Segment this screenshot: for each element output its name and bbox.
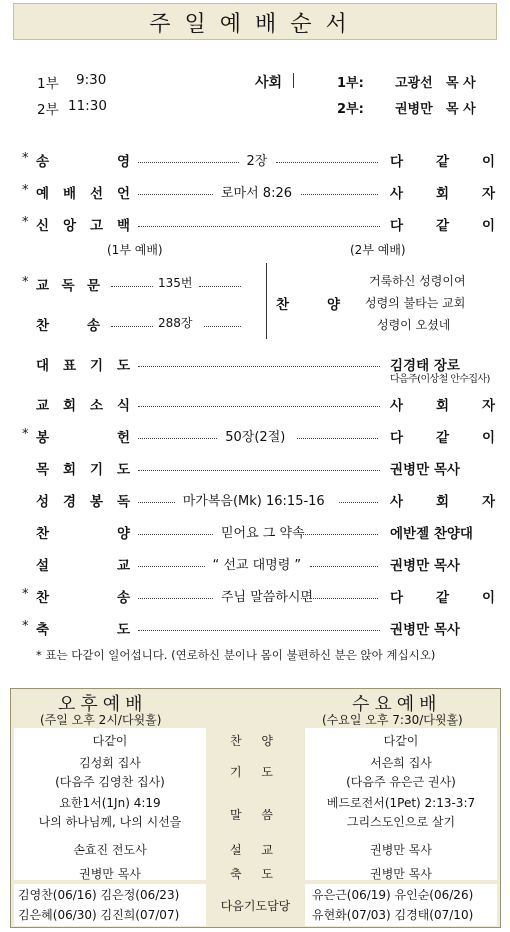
- split-row-1-mark: *: [22, 275, 29, 290]
- order-label: [36, 554, 130, 574]
- leader-char: 이: [481, 154, 495, 170]
- dot-leader: [138, 534, 213, 535]
- afternoon-title: 오후예배: [58, 694, 148, 715]
- order-label: [36, 394, 130, 414]
- order-mark: *: [22, 619, 29, 634]
- order-leader: [390, 214, 495, 234]
- presider-part-2: 2부:: [337, 102, 364, 117]
- service-1-time: 9:30: [76, 72, 107, 88]
- leader-char: 자: [481, 494, 495, 510]
- leader-char: 사: [390, 186, 404, 202]
- prayer-right-line-1: 유은근(06/19) 유인순(06/26): [312, 888, 474, 902]
- label-char: 회: [62, 398, 77, 414]
- order-value: 주님 말씀하시면: [221, 590, 314, 605]
- split-header-second: (2부 예배): [350, 243, 406, 257]
- label-char: 찬: [36, 590, 50, 606]
- presider-part-1: 1부:: [337, 76, 364, 91]
- afternoon-row-line: 다같이: [92, 734, 128, 748]
- wednesday-row-line: (다음주 유은근 권사): [346, 775, 456, 789]
- bottom-row-label: 설 교: [230, 843, 281, 857]
- leader-char: 회: [435, 494, 450, 510]
- leader-text: 김경태 장로: [390, 358, 460, 374]
- order-leader: [390, 150, 495, 170]
- service-2-time: 11:30: [68, 98, 107, 114]
- wednesday-row-line: 다같이: [383, 734, 419, 748]
- label-char: 경: [62, 494, 77, 510]
- afternoon-subtitle: (주일 오후 2시/다윗홀): [40, 713, 162, 727]
- label-char: 대: [36, 358, 50, 374]
- leader-text: 권병만 목사: [390, 462, 460, 478]
- label-char: 소: [89, 398, 104, 414]
- order-mark: *: [22, 151, 29, 166]
- presider-label: 사회: [255, 75, 283, 91]
- dot-leader: [138, 470, 380, 471]
- label-char: 도: [116, 358, 130, 374]
- split-header-first: (1부 예배): [107, 243, 163, 257]
- leader-char: 다: [390, 590, 404, 606]
- afternoon-row-line: 권병만 목사: [79, 867, 141, 881]
- dot-leader: [138, 630, 380, 631]
- order-label: [36, 426, 130, 446]
- dot-leader: [138, 406, 380, 407]
- order-mark: *: [22, 587, 29, 602]
- dot-leader: [204, 326, 241, 327]
- leader-char: 다: [390, 154, 404, 170]
- service-1-label: 1부: [37, 76, 59, 92]
- label-char: 배: [62, 186, 77, 202]
- leader-char: 회: [435, 186, 450, 202]
- label-char: 식: [116, 398, 130, 414]
- label-char: 언: [116, 186, 130, 202]
- label-char: 표: [62, 358, 77, 374]
- label-char: 고: [89, 218, 104, 234]
- leader-char: 사: [390, 398, 404, 414]
- dot-leader: [138, 598, 213, 599]
- leader-char: 다: [390, 218, 404, 234]
- dot-leader: [138, 226, 380, 227]
- order-mark: *: [22, 215, 29, 230]
- order-leader: [390, 586, 495, 606]
- order-leader: [390, 522, 495, 542]
- prayer-label: 다음기도담당: [220, 899, 291, 913]
- label-char: 기: [89, 358, 104, 374]
- page-title: 주일예배순서: [149, 12, 361, 37]
- order-value: 50장(2절): [225, 430, 286, 445]
- order-value: 2장: [246, 154, 268, 169]
- afternoon-row-line: (다음주 김영찬 집사): [55, 775, 165, 789]
- bottom-row-label: 말 씀: [230, 808, 281, 822]
- dot-leader: [138, 162, 239, 163]
- dot-leader: [111, 286, 153, 287]
- dot-leader: [138, 438, 217, 439]
- dot-leader: [138, 502, 175, 503]
- order-label: [36, 490, 130, 510]
- order-label: [36, 458, 130, 478]
- footnote: * 표는 다같이 일어섭니다. (연로하신 분이나 몸이 불편하신 분은 앉아 계십시오): [36, 648, 436, 662]
- wednesday-subtitle: (수요일 오후 7:30/다윗홀): [322, 713, 463, 727]
- leader-char: 다: [390, 430, 404, 446]
- leader-char: 사: [390, 494, 404, 510]
- afternoon-row-line: 손효진 전도사: [73, 843, 147, 857]
- order-label: [36, 618, 130, 638]
- order-label: [36, 214, 130, 234]
- order-value: 마가복음(Mk) 16:15-16: [182, 494, 325, 509]
- choir-song-1: 거룩하신 성령이여: [369, 274, 466, 288]
- dot-leader: [138, 194, 213, 195]
- dot-leader: [310, 566, 379, 567]
- dot-leader: [301, 598, 378, 599]
- order-leader-sub: 다음주(이상철 안수집사): [390, 374, 490, 385]
- order-leader: [390, 394, 495, 414]
- service-2-label: 2부: [37, 102, 59, 118]
- leader-text: 에반젤 찬양대: [390, 526, 473, 542]
- label-char: 도: [116, 462, 130, 478]
- order-value: “ 선교 대명령 ”: [212, 558, 302, 573]
- split-divider: [266, 263, 267, 339]
- dot-leader: [111, 326, 153, 327]
- wednesday-row-line: 권병만 목사: [370, 867, 432, 881]
- order-value: 로마서 8:26: [221, 186, 292, 201]
- wednesday-row-line: 그리스도인으로 살기: [346, 815, 456, 829]
- choir-song-2: 성령의 불타는 교회: [365, 296, 466, 310]
- label-char: 영: [116, 154, 130, 170]
- leader-char: 같: [435, 154, 450, 170]
- bottom-row-label: 기 도: [230, 765, 281, 779]
- label-char: 송: [36, 154, 50, 170]
- order-label: [36, 586, 130, 606]
- split-row-1-label: 교 독 문: [36, 278, 100, 294]
- wednesday-row-line: 베드로전서(1Pet) 2:13-3:7: [326, 796, 476, 810]
- wednesday-row-line: 권병만 목사: [370, 843, 432, 857]
- presider-divider: [293, 73, 294, 88]
- leader-char: 자: [481, 398, 495, 414]
- label-char: 찬: [36, 526, 50, 542]
- order-leader: [390, 490, 495, 510]
- label-char: 선: [89, 186, 104, 202]
- dot-leader: [138, 566, 205, 567]
- leader-char: 이: [481, 218, 495, 234]
- order-label: [36, 150, 130, 170]
- prayer-left-line-1: 김영찬(06/16) 김은정(06/23): [18, 888, 180, 902]
- split-row-1-value: 135번: [158, 276, 193, 290]
- label-char: 설: [36, 558, 50, 574]
- leader-text: 권병만 목사: [390, 558, 460, 574]
- leader-char: 이: [481, 430, 495, 446]
- leader-char: 같: [435, 590, 450, 606]
- bottom-row-label: 찬 양: [230, 734, 281, 748]
- presider-title-2: 목 사: [446, 102, 476, 117]
- label-char: 앙: [62, 218, 77, 234]
- order-leader: [390, 618, 495, 638]
- afternoon-row-line: 나의 하나님께, 나의 시선을: [38, 815, 182, 829]
- leader-char: 같: [435, 430, 450, 446]
- wednesday-row-line: 서은희 집사: [370, 756, 432, 770]
- order-leader: [390, 554, 495, 574]
- label-char: 축: [36, 622, 50, 638]
- dot-leader: [138, 366, 380, 367]
- dot-leader: [301, 194, 378, 195]
- dot-leader: [199, 286, 241, 287]
- dot-leader: [339, 502, 378, 503]
- title-banner: [13, 3, 497, 40]
- wednesday-title: 수요예배: [352, 694, 442, 715]
- label-char: 백: [116, 218, 130, 234]
- label-char: 봉: [89, 494, 104, 510]
- split-row-2-value: 288장: [158, 316, 193, 330]
- label-char: 회: [62, 462, 77, 478]
- dot-leader: [276, 162, 379, 163]
- label-char: 교: [36, 398, 50, 414]
- label-char: 헌: [116, 430, 130, 446]
- prayer-right-line-2: 유현화(07/03) 김경태(07/10): [312, 908, 474, 922]
- choir-label: 찬 양: [276, 297, 340, 313]
- order-mark: *: [22, 427, 29, 442]
- label-char: 기: [89, 462, 104, 478]
- prayer-left-line-2: 김은혜(06/30) 김진희(07/07): [18, 908, 180, 922]
- leader-char: 이: [481, 590, 495, 606]
- dot-leader: [297, 438, 378, 439]
- label-char: 양: [116, 526, 130, 542]
- label-char: 교: [116, 558, 130, 574]
- bottom-row-label: 축 도: [230, 867, 281, 881]
- label-char: 봉: [36, 430, 50, 446]
- leader-char: 자: [481, 186, 495, 202]
- label-char: 도: [116, 622, 130, 638]
- presider-name-1: 고광선: [395, 76, 433, 91]
- order-leader: [390, 182, 495, 202]
- order-value: 믿어요 그 약속: [221, 526, 305, 541]
- label-char: 목: [36, 462, 50, 478]
- order-leader: [390, 458, 495, 478]
- leader-char: 회: [435, 398, 450, 414]
- afternoon-row-line: 요한1서(1Jn) 4:19: [59, 796, 161, 810]
- order-mark: *: [22, 183, 29, 198]
- choir-song-3: 성령이 오셨네: [377, 318, 451, 332]
- leader-text: 권병만 목사: [390, 622, 460, 638]
- order-label: [36, 182, 130, 202]
- label-char: 송: [116, 590, 130, 606]
- label-char: 성: [36, 494, 50, 510]
- afternoon-row-line: 김성회 집사: [79, 756, 141, 770]
- dot-leader: [301, 534, 378, 535]
- order-label: [36, 522, 130, 542]
- leader-char: 같: [435, 218, 450, 234]
- split-row-2-label: 찬 송: [36, 318, 100, 334]
- presider-name-2: 권병만: [395, 102, 433, 117]
- label-char: 예: [36, 186, 50, 202]
- order-leader: [390, 426, 495, 446]
- label-char: 독: [116, 494, 130, 510]
- label-char: 신: [36, 218, 50, 234]
- presider-title-1: 목 사: [446, 76, 476, 91]
- order-label: [36, 354, 130, 374]
